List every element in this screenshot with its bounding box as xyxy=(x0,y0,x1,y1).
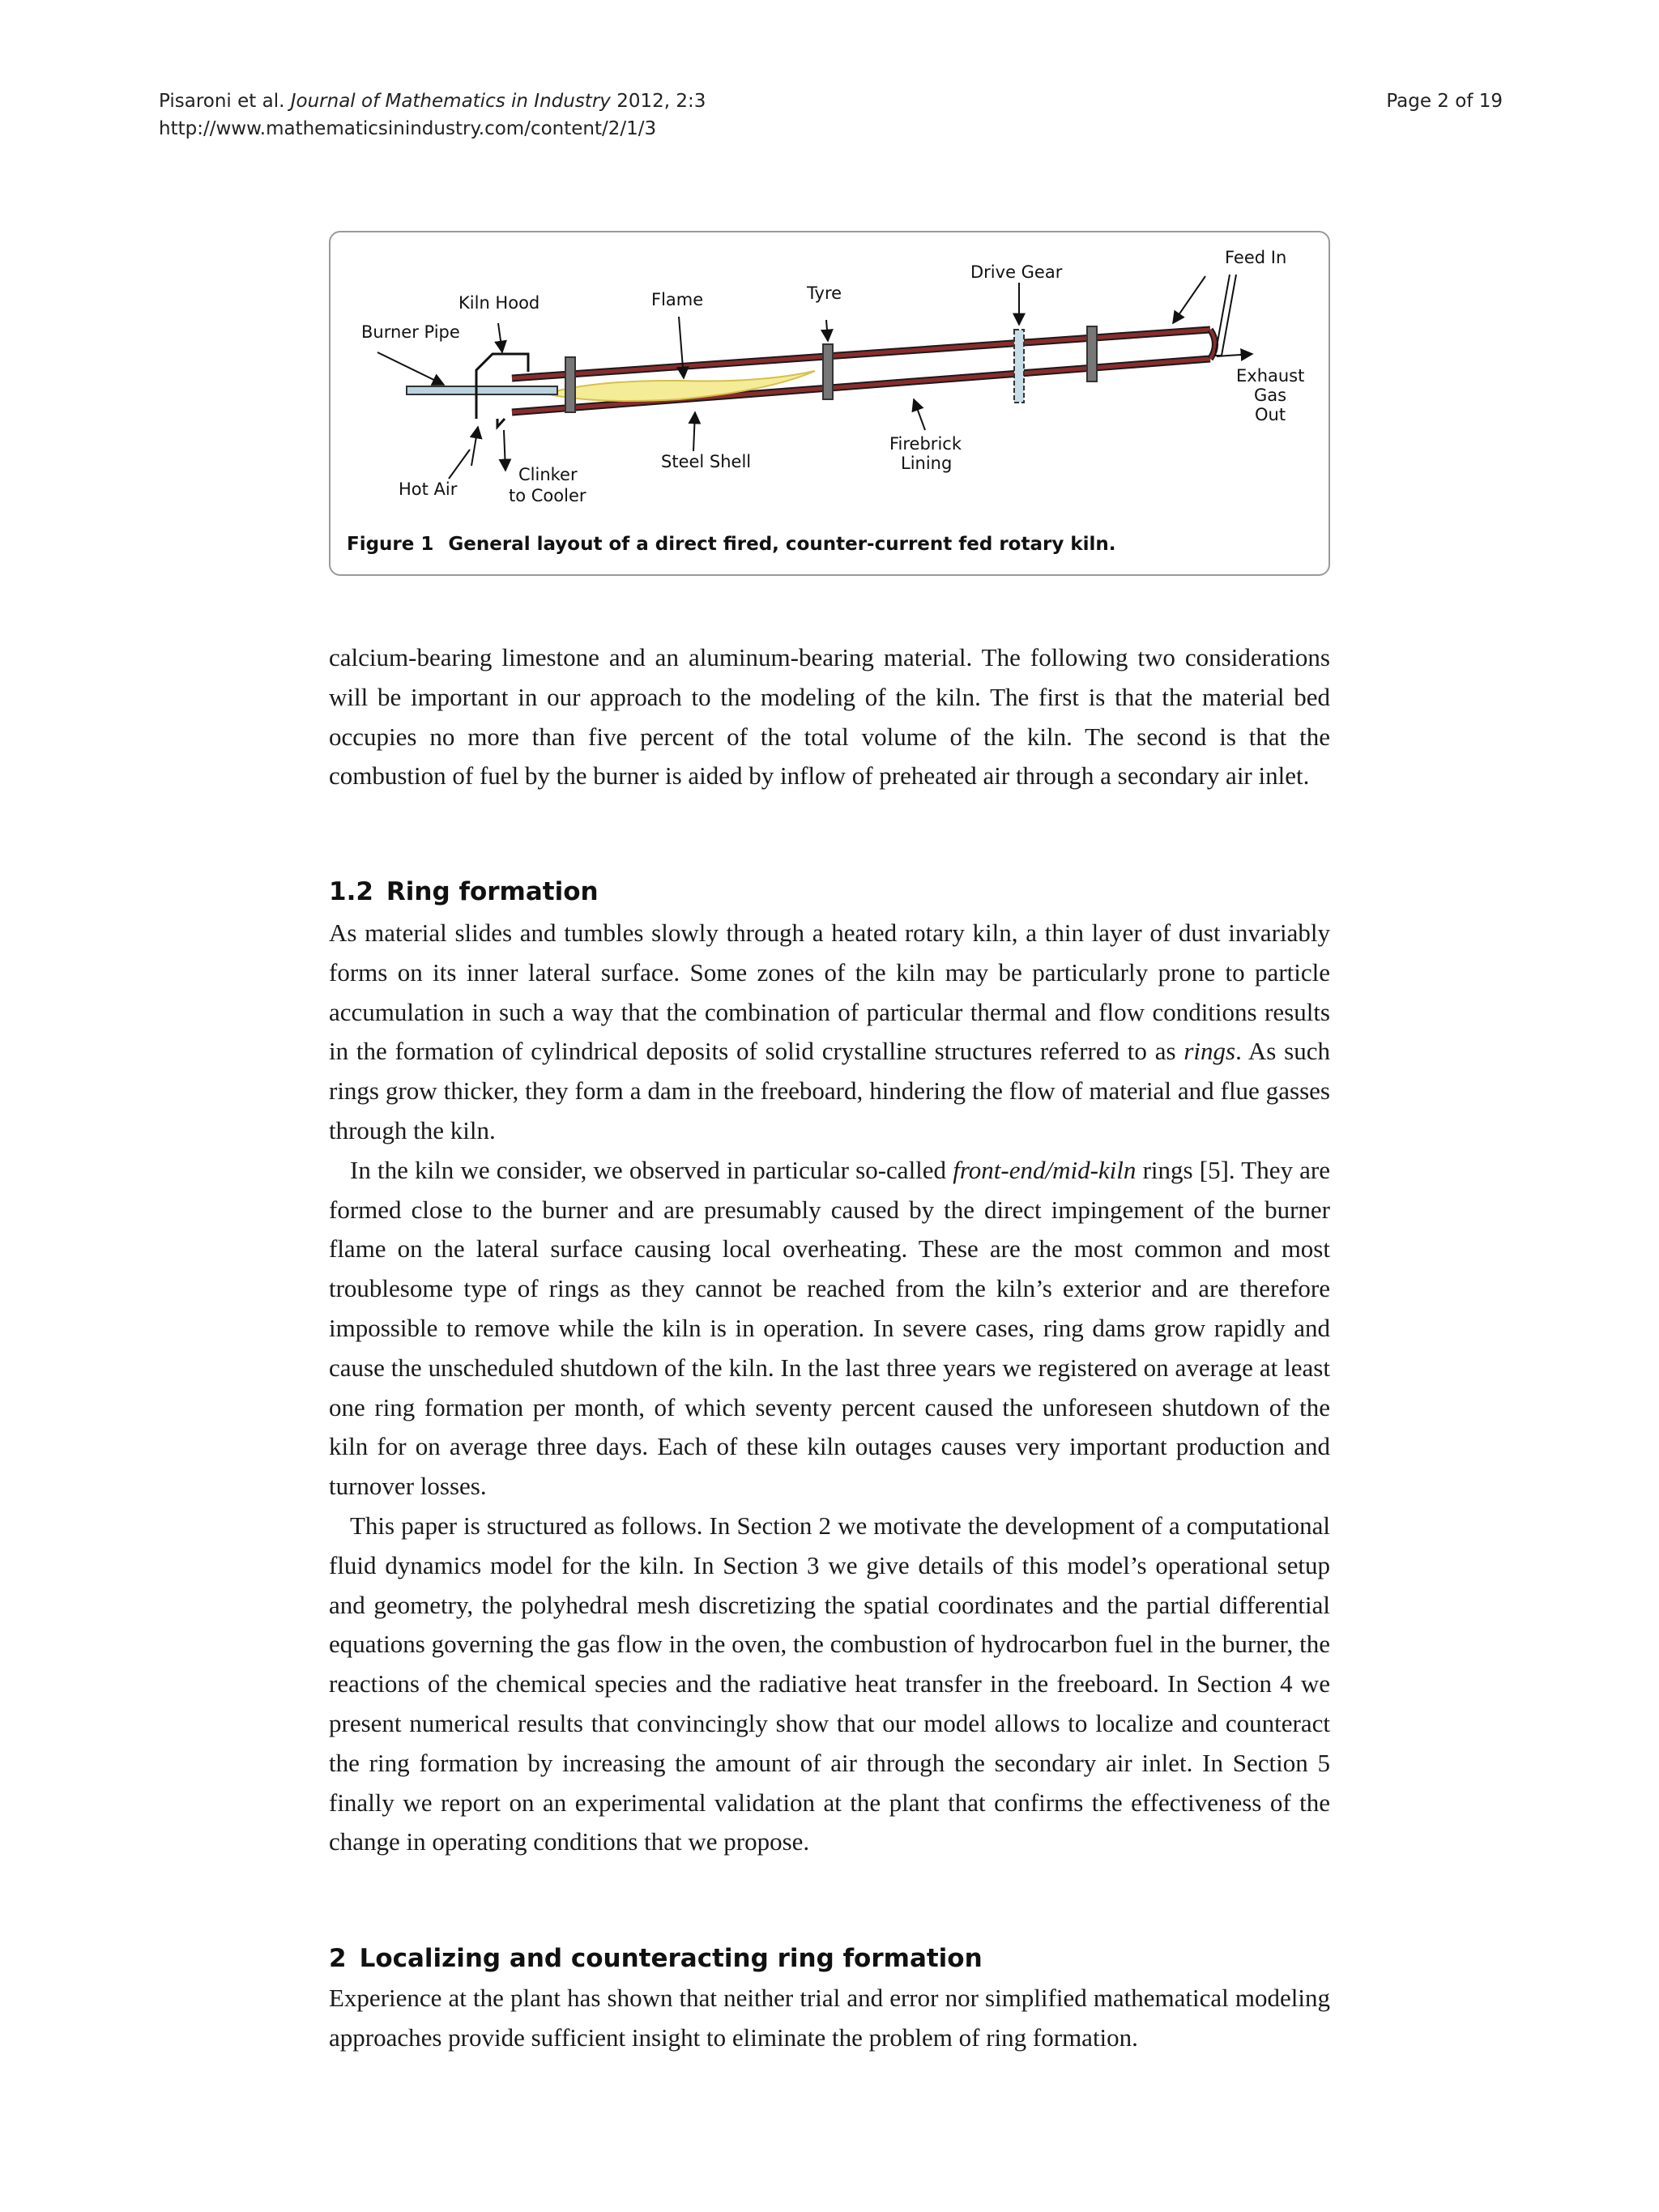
tyre-3 xyxy=(1087,326,1097,381)
section-1-2-body xyxy=(329,914,1330,1862)
header-year-volume: 2012, 2:3 xyxy=(616,91,706,112)
header-authors: Pisaroni et al. xyxy=(159,91,285,112)
paragraph-structure: This paper is structured as follows. In Section 2 we motivate the development of a computational fluid dynamics model for the kiln. In Section 3 we give details of this model’s operational setup and geometry, the polyhedral mesh discretizing the spatial coordinates and the partial differential equations governing the gas flow in the oven, the combustion of hydrocarbon fuel in the burner, the reactions of the chemical species and the radiative heat transfer in the freeboard. In Section 4 we present numerical results that convincingly show that our model allows to localize and counteract the ring formation by increasing the amount of air through the secondary air inlet. In Section 5 finally we report on an experimental validation at the plant that confirms the effectiveness of the change in operating conditions that we propose. xyxy=(329,1511,1330,1856)
label-to-cooler: to Cooler xyxy=(509,486,586,505)
label-lining: Lining xyxy=(901,454,953,473)
section-number: 2 xyxy=(329,1944,347,1973)
text-run: . As such rings grow thicker, they form a dam in the freeboard, hindering the flow of material and flue gasses through the kiln. xyxy=(329,1037,1330,1144)
section-title: Ring formation xyxy=(386,877,599,906)
section-number: 1.2 xyxy=(329,877,373,906)
text-run: As material slides and tumbles slowly through a heated rotary kiln, a thin layer of dust invariably forms on its inner lateral surface. Some zones of the kiln may be particularly prone to particle accumulation in such a way that the combination of particular thermal and flow conditions results in the formation of cylindrical deposits of solid crystalline structures referred to as xyxy=(329,918,1330,1066)
page-number: Page 2 of 19 xyxy=(1386,91,1503,112)
label-tyre: Tyre xyxy=(807,283,842,303)
label-hot-air: Hot Air xyxy=(399,479,458,499)
section-heading-1-2 xyxy=(329,877,599,906)
label-firebrick: Firebrick xyxy=(889,434,962,454)
label-exhaust: Exhaust xyxy=(1236,366,1305,386)
citation-line xyxy=(159,87,706,115)
paragraph-intro: calcium-bearing limestone and an aluminum-bearing material. The following two considerations will be important in our approach to the modeling of the kiln. The first is that the material bed occupies no more than five percent of the total volume of the kiln. The second is that the combustion of fuel by the burner is aided by inflow of preheated air through a secondary air inlet. xyxy=(329,643,1330,791)
section-2-body xyxy=(329,1979,1330,2058)
figure-1 xyxy=(329,231,1330,576)
caption-text: General layout of a direct fired, counter-current fed rotary kiln. xyxy=(448,534,1116,555)
body-paragraph-intro xyxy=(329,638,1330,796)
running-header xyxy=(159,87,706,143)
label-burner-pipe: Burner Pipe xyxy=(361,322,460,342)
section-title: Localizing and counteracting ring formation xyxy=(359,1944,983,1973)
text-run: rings [5]. They are formed close to the burner and are presumably caused by the direct impingement of the burner flame on the lateral surface causing local overheating. These are the most common and most troublesome type of rings as they cannot be reached from the kiln’s exterior and are therefore impossible to remove while the kiln is in operation. In severe cases, ring dams grow rapidly and cause the unscheduled shutdown of the kiln. In the last three years we registered on average at least one ring formation per month, of which seventy percent caused the unforeseen shutdown of the kiln for on average three days. Each of these kiln outages causes very important production and turnover losses. xyxy=(329,1155,1330,1501)
caption-number: Figure 1 xyxy=(347,534,434,555)
tyre-1 xyxy=(565,357,575,412)
kiln-diagram xyxy=(331,232,1332,578)
label-exhaust-gas: Gas xyxy=(1254,386,1287,405)
paragraph-section-2: Experience at the plant has shown that neither trial and error nor simplified mathematical modeling approaches provide sufficient insight to eliminate the problem of ring formation. xyxy=(329,1984,1330,2052)
emphasis-rings: rings xyxy=(1183,1037,1236,1066)
label-exhaust-out: Out xyxy=(1255,405,1286,424)
paragraph-ring-2 xyxy=(329,1151,1330,1507)
burner-pipe-shape xyxy=(407,386,557,394)
emphasis-front-end: front-end/mid-kiln xyxy=(953,1155,1137,1184)
drive-gear-shape xyxy=(1014,330,1024,403)
header-journal: Journal of Mathematics in Industry xyxy=(290,91,611,112)
label-drive-gear: Drive Gear xyxy=(970,262,1063,282)
paragraph-ring-1 xyxy=(329,914,1330,1151)
label-clinker: Clinker xyxy=(518,465,578,484)
label-kiln-hood: Kiln Hood xyxy=(458,293,540,313)
label-steel-shell: Steel Shell xyxy=(661,452,752,471)
text-run: In the kiln we consider, we observed in particular so-called xyxy=(350,1155,953,1184)
section-heading-2 xyxy=(329,1944,983,1973)
tyre-2 xyxy=(823,344,833,399)
label-feed-in: Feed In xyxy=(1225,248,1287,267)
label-flame: Flame xyxy=(651,290,704,309)
header-url[interactable]: http://www.mathematicsinindustry.com/content/2/1/3 xyxy=(159,118,657,139)
figure-caption xyxy=(347,534,1116,555)
